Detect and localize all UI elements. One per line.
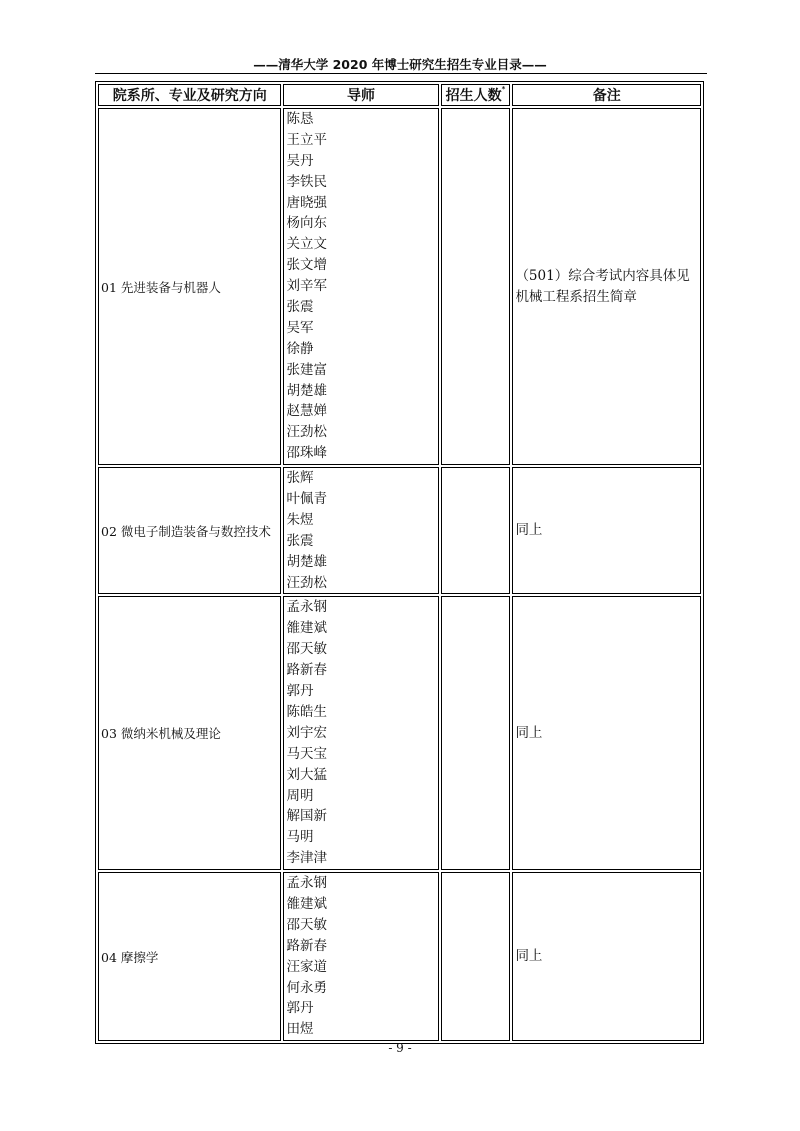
advisor-name: 郭丹	[286, 683, 314, 700]
advisor-name: 张辉	[286, 470, 314, 487]
advisor-list-cell	[283, 467, 438, 594]
advisor-name: 吴丹	[286, 152, 314, 169]
advisor-name: 路新春	[286, 662, 327, 679]
advisor-name: 唐晓强	[286, 194, 327, 211]
advisor-name: 刘大猛	[286, 766, 327, 783]
remarks-cell: 同上	[512, 467, 701, 594]
advisor-name: 陈恳	[286, 111, 314, 127]
advisor-name: 邵珠峰	[286, 445, 327, 462]
advisor-name: 李铁民	[286, 173, 327, 190]
column-header-note: 备注	[512, 84, 701, 106]
count-label: 招生人数	[445, 88, 502, 104]
research-direction-cell: 01 先进装备与机器人	[98, 108, 281, 465]
page-header-title: ——清华大学 2020 年博士研究生招生专业目录——	[253, 57, 547, 72]
advisor-name: 李津津	[286, 850, 327, 867]
advisor-name: 胡楚雄	[286, 382, 327, 399]
page-number: - 9 -	[388, 1041, 412, 1055]
research-direction-cell: 03 微纳米机械及理论	[98, 596, 281, 870]
advisor-name: 刘宇宏	[286, 724, 327, 741]
advisor-name: 田煜	[286, 1021, 314, 1038]
advisor-name: 张震	[286, 299, 314, 316]
remarks-cell: 同上	[512, 596, 701, 870]
advisor-name: 马明	[286, 829, 314, 846]
advisor-name: 陈皓生	[286, 703, 327, 720]
table-row	[98, 467, 701, 594]
advisor-name: 张震	[286, 532, 314, 549]
advisor-name: 雒建斌	[286, 895, 327, 912]
column-header-count	[441, 84, 511, 106]
column-header-advisor: 导师	[283, 84, 438, 106]
advisor-name: 吴军	[286, 319, 314, 336]
advisor-name: 张文增	[286, 257, 327, 274]
enrollment-count-cell	[441, 108, 511, 465]
table-body	[98, 108, 701, 1041]
advisor-name: 徐静	[286, 340, 314, 357]
research-direction-cell: 04 摩擦学	[98, 872, 281, 1041]
advisor-name: 刘辛军	[286, 278, 327, 295]
advisor-name: 路新春	[286, 937, 327, 954]
advisor-name: 叶佩青	[286, 491, 327, 508]
advisor-name: 汪劲松	[286, 574, 327, 591]
column-header-dept: 院系所、专业及研究方向	[98, 84, 281, 106]
advisor-name: 朱煜	[286, 511, 314, 528]
table-row	[98, 108, 701, 465]
advisor-name: 胡楚雄	[286, 553, 327, 570]
advisor-name: 张建富	[286, 361, 327, 378]
advisor-name: 何永勇	[286, 979, 327, 996]
advisor-name: 邵天敏	[286, 641, 327, 658]
enrollment-count-cell	[441, 872, 511, 1041]
advisor-list-cell	[283, 108, 438, 465]
advisor-name: 关立文	[286, 236, 327, 253]
advisor-name: 王立平	[286, 131, 327, 148]
advisor-name: 马天宝	[286, 745, 327, 762]
table-header-row	[98, 84, 701, 106]
advisor-name: 杨向东	[286, 215, 327, 232]
enrollment-catalog-table	[95, 81, 704, 1044]
advisor-name: 邵天敏	[286, 916, 327, 933]
remarks-cell: （501）综合考试内容具体见机械工程系招生简章	[512, 108, 701, 465]
advisor-name: 汪家道	[286, 958, 327, 975]
count-footnote-mark: *	[501, 85, 506, 93]
advisor-name: 孟永钢	[286, 599, 327, 616]
table-row	[98, 872, 701, 1041]
advisor-list-cell	[283, 872, 438, 1041]
advisor-name: 孟永钢	[286, 875, 327, 892]
advisor-list-cell	[283, 596, 438, 870]
advisor-name: 汪劲松	[286, 424, 327, 441]
advisor-name: 郭丹	[286, 1000, 314, 1017]
advisor-name: 赵慧婵	[286, 403, 327, 420]
enrollment-count-cell	[441, 596, 511, 870]
advisor-name: 雒建斌	[286, 620, 327, 637]
advisor-name: 周明	[286, 787, 314, 804]
enrollment-count-cell	[441, 467, 511, 594]
table-row	[98, 596, 701, 870]
remarks-cell: 同上	[512, 872, 701, 1041]
header-rule	[95, 73, 707, 74]
advisor-name: 解国新	[286, 808, 327, 825]
research-direction-cell: 02 微电子制造装备与数控技术	[98, 467, 281, 594]
